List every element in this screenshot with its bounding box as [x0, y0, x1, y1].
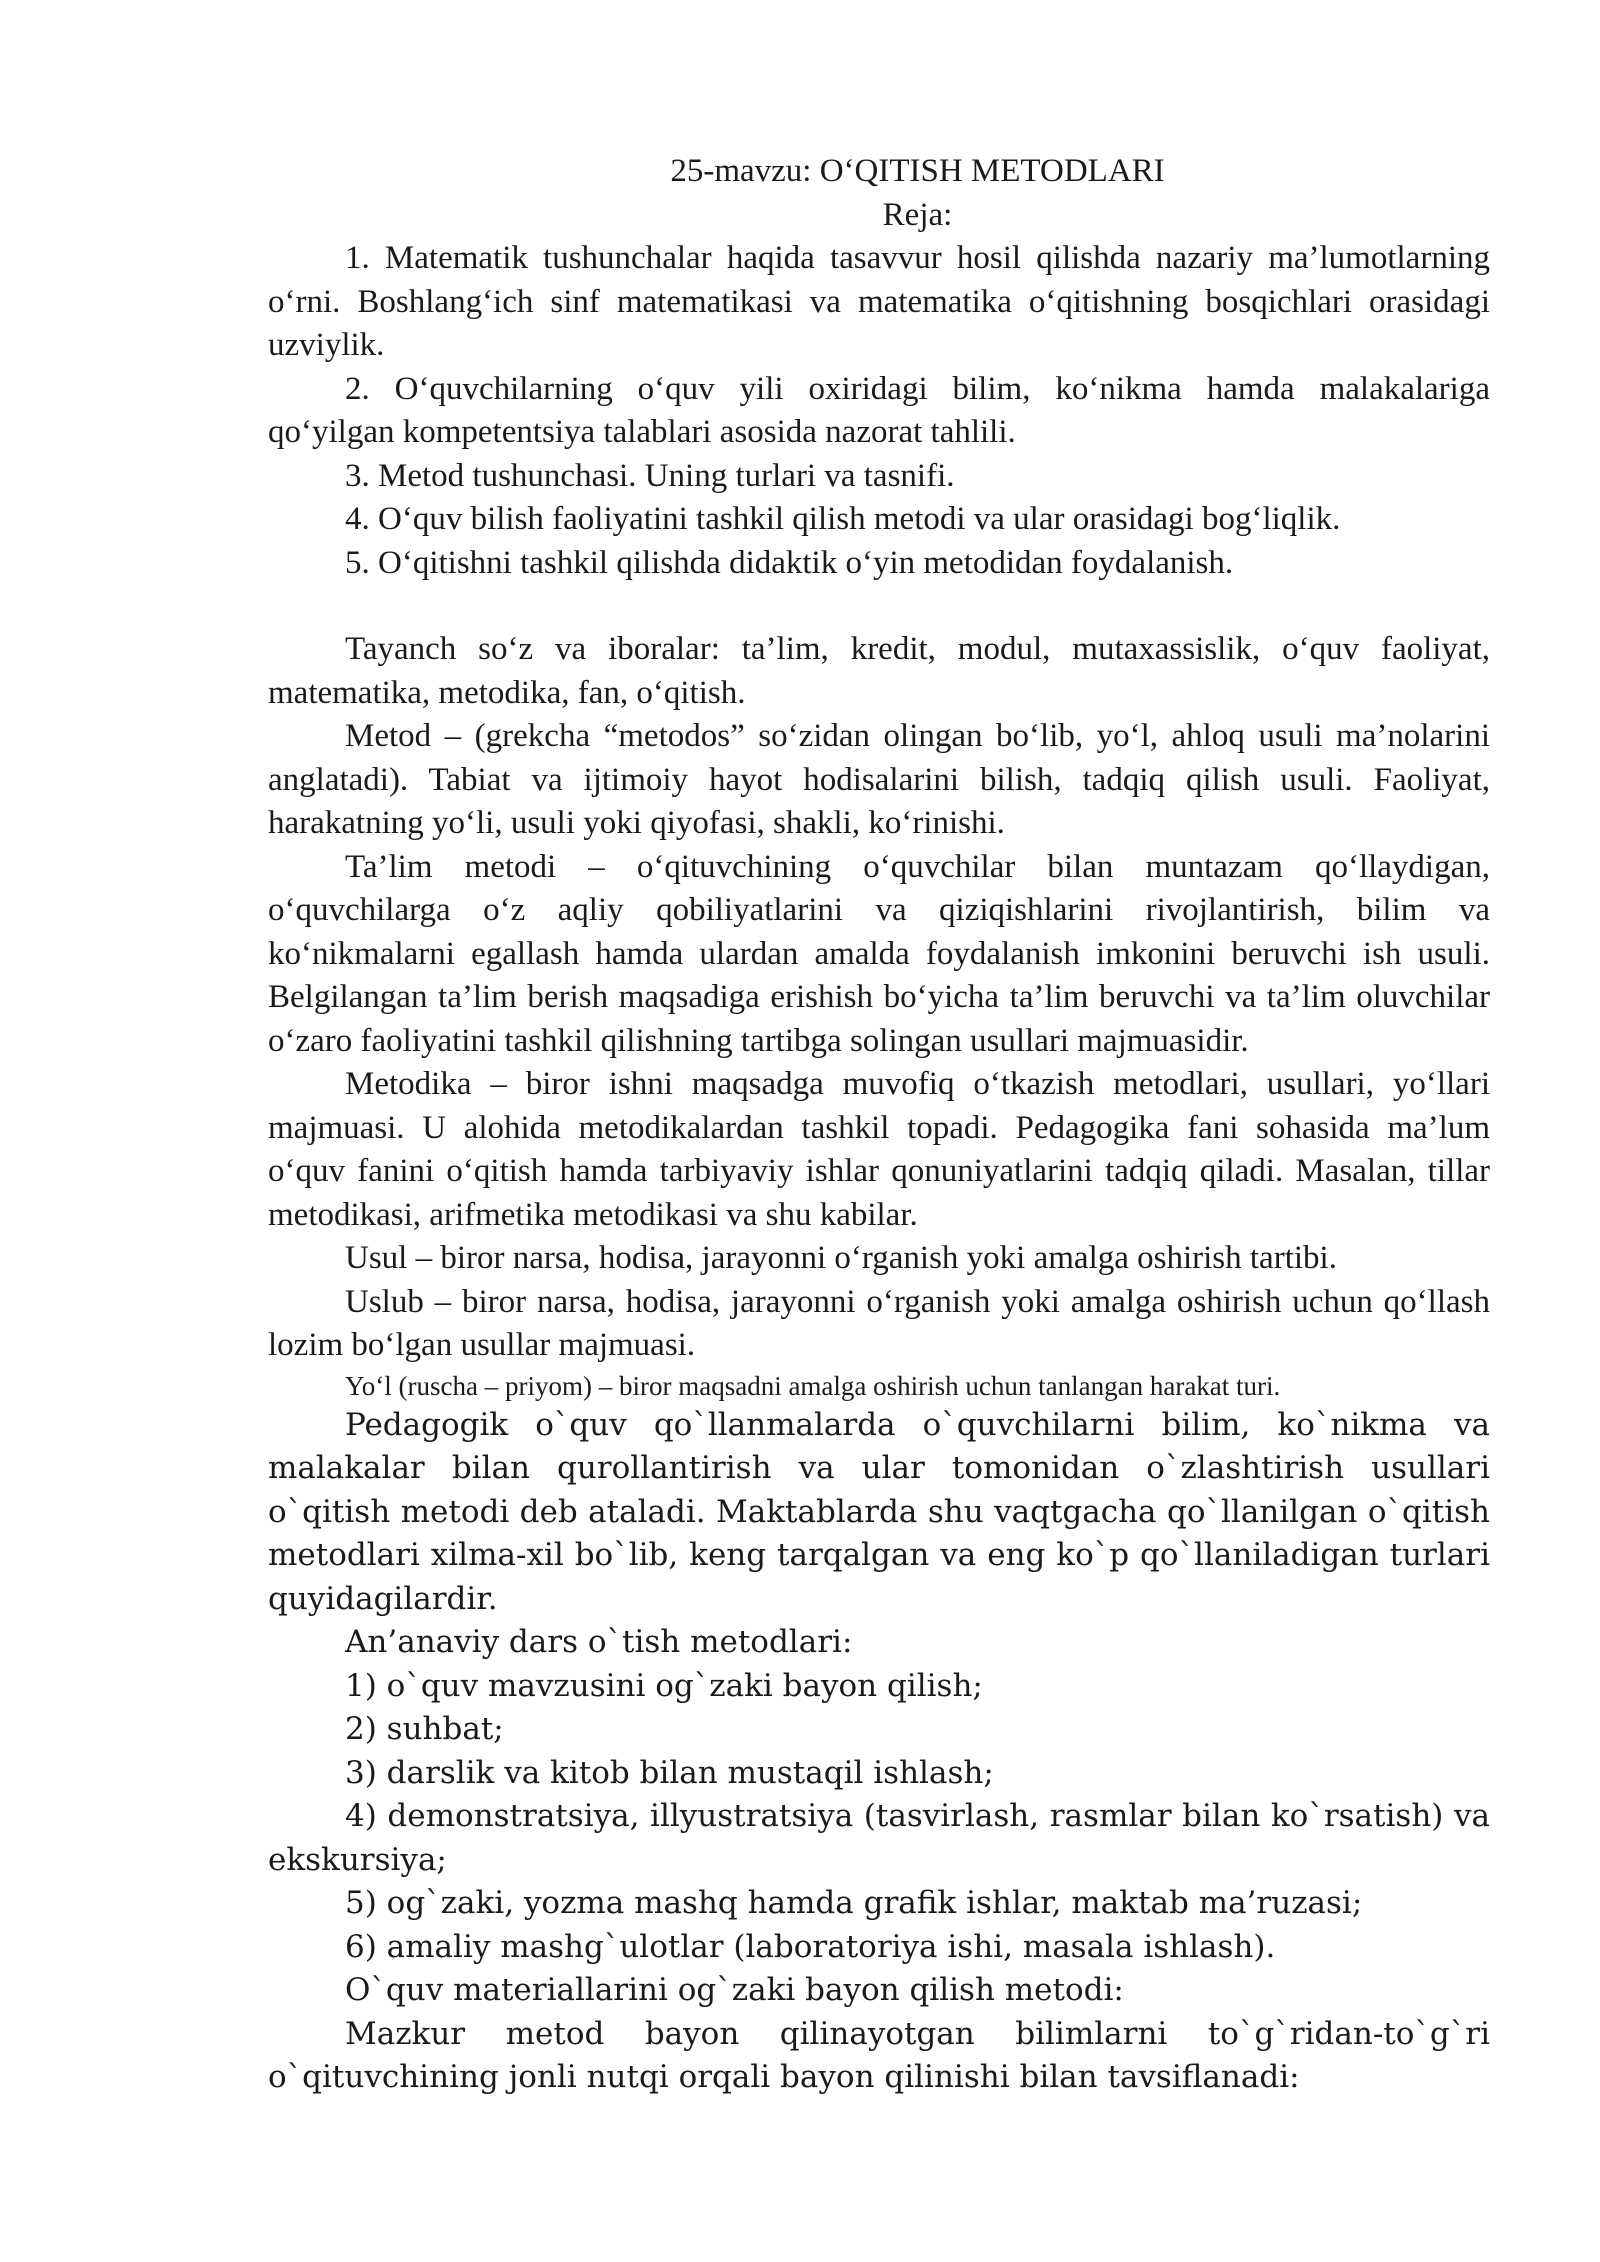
plan-item-5: 5. O‘qitishni tashkil qilishda didaktik o‘yin metodidan foydalanish.	[345, 544, 1234, 581]
talim-metodi-definition: Ta’lim metodi – o‘qituvchining o‘quvchilar bilan muntazam qo‘llaydigan, o‘quvchilarga o‘z aqliy qobiliyatlarini va qiziqishlarini rivojlantirish, bilim va ko‘nikmalarni egallash hamda ulardan amalda foydalanish imkonini beruvchi ish usuli. Belgilangan ta’lim berish maqsadiga erishish bo‘yicha ta’lim beruvchi va ta’lim oluvchilar o‘zaro faoliyatini tashkil qilishning tartibga solingan usullari majmuasidir.	[268, 848, 1490, 1059]
keywords-paragraph: Tayanch so‘z va iboralar: ta’lim, kredit, modul, mutaxassislik, o‘quv faoliyat, matematika, metodika, fan, o‘qitish.	[268, 631, 1490, 711]
list-item: 4) demonstratsiya, illyustratsiya (tasvirlash, rasmlar bilan ko`rsatish) va ekskursiya;	[268, 1798, 1490, 1878]
page-title: 25-mavzu: O‘QITISH METODLARI	[670, 153, 1165, 189]
yol-definition: Yo‘l (ruscha – priyom) – biror maqsadni amalga oshirish uchun tanlangan harakat turi.	[345, 1370, 1281, 1401]
pedagogik-paragraph: Pedagogik o`quv qo`llanmalarda o`quvchilarni bilim, ko`nikma va malakalar bilan qurollantirish va ular tomonidan o`zlashtirish usullari o`qitish metodi deb ataladi. Maktablarda shu vaqtgacha qo`llanilgan o`qitish metodlari xilma-xil bo`lib, keng tarqalgan va eng ko`p qo`llaniladigan turlari quyidagilardir.	[268, 1406, 1490, 1617]
spacer	[268, 585, 1490, 628]
plan-item-4: 4. O‘quv bilish faoliyatini tashkil qilish metodi va ular orasidagi bog‘liqlik.	[345, 501, 1341, 537]
list-item: 6) amaliy mashg`ulotlar (laboratoriya ishi, masala ishlash).	[345, 1928, 1276, 1965]
plan-item-2: 2. O‘quvchilarning o‘quv yili oxiridagi bilim, ko‘nikma hamda malakalariga qo‘yilgan kompetentsiya talablari asosida nazorat tahlili.	[268, 370, 1490, 450]
list-item: 5) og`zaki, yozma mashq hamda grafik ishlar, maktab ma’ruzasi;	[345, 1885, 1363, 1921]
list-item: 3) darslik va kitob bilan mustaqil ishlash;	[345, 1754, 994, 1791]
plan-item-1: 1. Matematik tushunchalar haqida tasavvur hosil qilishda nazariy ma’lumotlarning o‘rni. Boshlang‘ich sinf matematikasi va matematika o‘qitishning bosqichlari orasidagi uzviylik.	[268, 240, 1490, 363]
metodika-definition: Metodika – biror ishni maqsadga muvofiq o‘tkazish metodlari, usullari, yo‘llari majmuasi. U alohida metodikalardan tashkil topadi. Pedagogika fani sohasida ma’lum o‘quv fanini o‘qitish hamda tarbiyaviy ishlar qonuniyatlarini tadqiq qiladi. Masalan, tillar metodikasi, arifmetika metodikasi va shu kabilar.	[268, 1066, 1490, 1233]
usul-definition: Usul – biror narsa, hodisa, jarayonni o‘rganish yoki amalga oshirish tartibi.	[345, 1240, 1337, 1276]
list-item: 2) suhbat;	[345, 1711, 504, 1747]
plan-item-3: 3. Metod tushunchasi. Uning turlari va tasnifi.	[345, 457, 955, 494]
uslub-definition: Uslub – biror narsa, hodisa, jarayonni o‘rganish yoki amalga oshirish uchun qo‘llash lozim bo‘lgan usullar majmuasi.	[268, 1283, 1490, 1363]
oral-method-paragraph: Mazkur metod bayon qilinayotgan bilimlarni to`g`ridan-to`g`ri o`qituvchining jonli nutqi orqali bayon qilinishi bilan tavsiflanadi:	[268, 2015, 1490, 2095]
methods-heading: An’anaviy dars o`tish metodlari:	[345, 1624, 853, 1660]
document-page	[268, 150, 1490, 2100]
metod-definition: Metod – (grekcha “metodos” so‘zidan olingan bo‘lib, yo‘l, ahloq usuli ma’nolarini anglatadi). Tabiat va ijtimoiy hayot hodisalarini bilish, tadqiq qilish usuli. Faoliyat, harakatning yo‘li, usuli yoki qiyofasi, shakli, ko‘rinishi.	[268, 718, 1490, 841]
oral-method-heading: O`quv materiallarini og`zaki bayon qilish metodi:	[345, 1972, 1124, 2008]
plan-heading: Reja:	[882, 196, 953, 233]
list-item: 1) o`quv mavzusini og`zaki bayon qilish;	[345, 1667, 983, 1704]
